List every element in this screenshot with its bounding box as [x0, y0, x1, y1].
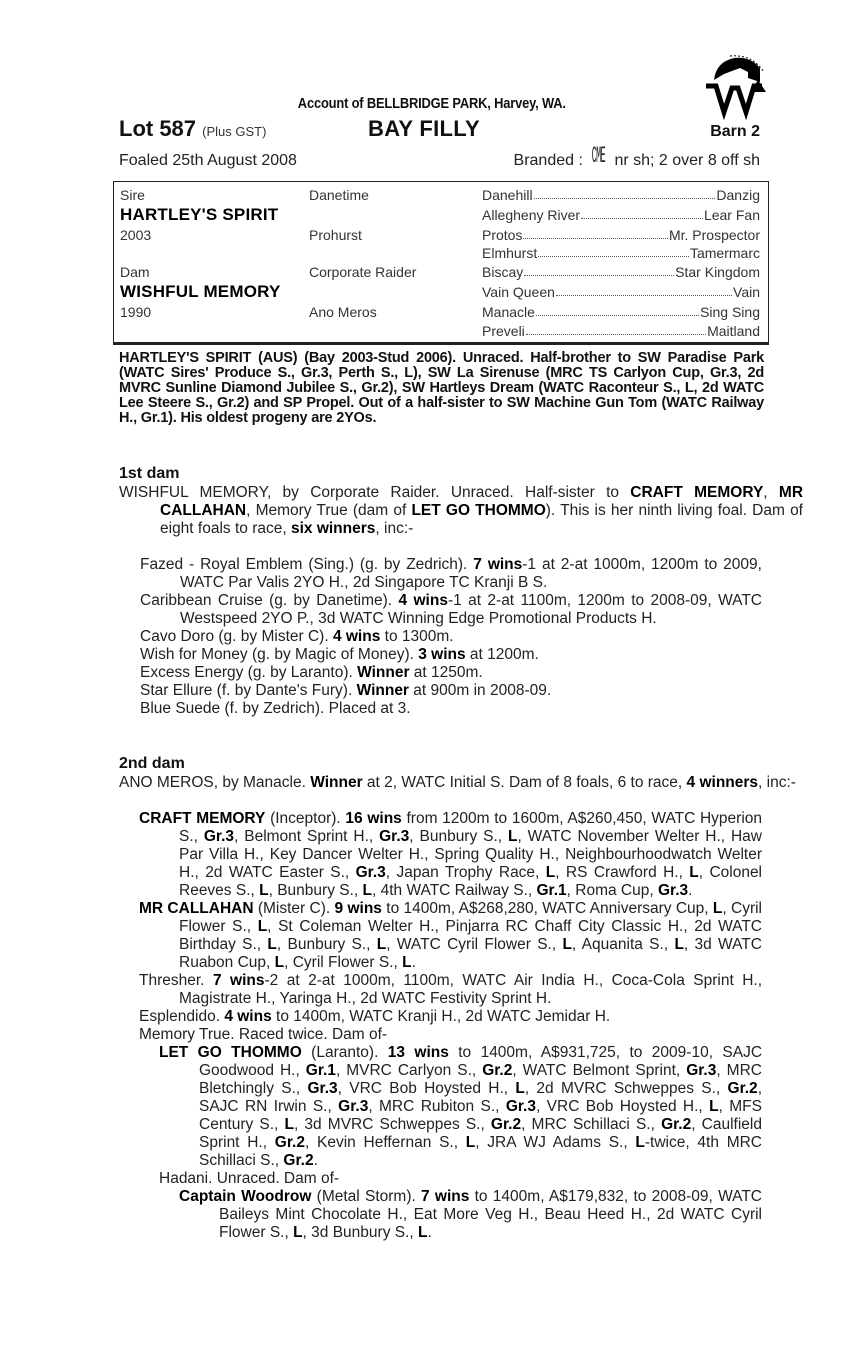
bold-emphasis: 3 wins [418, 646, 466, 663]
bold-emphasis: L [674, 936, 684, 953]
bold-emphasis: L [259, 882, 269, 899]
second-dam-progeny-list [119, 810, 762, 1242]
bold-emphasis: L [257, 918, 268, 935]
bold-emphasis: LET GO THOMMO [159, 1044, 302, 1061]
bold-emphasis: L [712, 900, 723, 917]
first-dam-intro: WISHFUL MEMORY, by Corporate Raider. Unraced. Half-sister to CRAFT MEMORY, MR CALLAHAN, Memory True (dam of LET GO THOMMO). This is her ninth living foal. Dam of eight foals to race, six winners, inc:- [119, 484, 804, 537]
lot-gst-note: (Plus GST) [202, 124, 267, 139]
pedigree-table [113, 181, 769, 345]
sire-dam: Prohurst [309, 227, 362, 243]
bold-emphasis: MR CALLAHAN [160, 484, 804, 519]
bold-emphasis: L [635, 1134, 645, 1151]
grandparent-row: Protos Mr. Prospector [482, 227, 760, 243]
bold-emphasis: Gr.2 [727, 1080, 758, 1097]
sire-label: Sire [120, 187, 145, 203]
bold-emphasis: Gr.2 [482, 1062, 513, 1079]
progeny-entry: Esplendido. 4 wins to 1400m, WATC Kranji H., 2d WATC Jemidar H. [139, 1008, 611, 1025]
bold-emphasis: Gr.1 [305, 1062, 336, 1079]
lot-label: Lot 587 [119, 116, 197, 141]
progeny-entry: Memory True. Raced twice. Dam of- [139, 1026, 388, 1043]
sire-name: HARTLEY'S SPIRIT [120, 205, 279, 224]
bold-emphasis: Gr.2 [274, 1134, 305, 1151]
progeny-entry: Captain Woodrow (Metal Storm). 7 wins to 1400m, A$179,832, to 2008-09, WATC Baileys Mint Chocolate H., Eat More Veg H., Beau Heed H., 2d WATC Cyril Flower S., L, 3d Bunbury S., L. [179, 1188, 762, 1241]
progeny-entry: CRAFT MEMORY (Inceptor). 16 wins from 1200m to 1600m, A$260,450, WATC Hyperion S., Gr.3, Belmont Sprint H., Gr.3, Bunbury S., L, WATC November Welter H., Haw Par Villa H., Key Dancer Welter H., Spring Quality H., Neighbourhoodwatch Welter H., 2d WATC Easter S., Gr.3, Japan Trophy Race, L, RS Crawford H., L, Colonel Reeves S., L, Bunbury S., L, 4th WATC Railway S., Gr.1, Roma Cup, Gr.3. [139, 810, 763, 899]
brand-mark: CME [592, 143, 606, 170]
bold-emphasis: L [465, 1134, 476, 1151]
progeny-entry: Caribbean Cruise (g. by Danetime). 4 wins-1 at 2-at 1100m, 1200m to 2008-09, WATC Westspeed 2YO P., 3d WATC Winning Edge Promotional Products H. [140, 592, 762, 627]
bold-emphasis: 7 wins [421, 1188, 470, 1205]
bold-emphasis: L [545, 864, 556, 881]
bold-emphasis: Gr.3 [203, 828, 235, 845]
bold-emphasis: 9 wins [334, 900, 382, 917]
bold-emphasis: CRAFT MEMORY [139, 810, 266, 827]
progeny-entry: Thresher. 7 wins-2 at 2-at 1000m, 1100m, WATC Air India H., Coca-Cola Sprint H., Magistrate H., Yaringa H., 2d WATC Festivity Sprint H. [139, 972, 763, 1007]
bold-emphasis: 4 wins [398, 592, 448, 609]
grandparent-row: Preveli Maitland [482, 323, 760, 339]
progeny-entry: MR CALLAHAN (Mister C). 9 wins to 1400m, A$268,280, WATC Anniversary Cup, L, Cyril Flower S., L, St Coleman Welter H., Pinjarra RC Chaff City Classic H., 2d WATC Birthday S., L, Bunbury S., L, WATC Cyril Flower S., L, Aquanita S., L, 3d WATC Ruabon Cup, L, Cyril Flower S., L. [139, 900, 762, 971]
progeny-entry: Excess Energy (g. by Laranto). Winner at 1250m. [140, 664, 483, 681]
progeny-entry: LET GO THOMMO (Laranto). 13 wins to 1400m, A$931,725, to 2009-10, SAJC Goodwood H., Gr.1, MVRC Carlyon S., Gr.2, WATC Belmont Sprint, Gr.3, MRC Bletchingly S., Gr.3, VRC Bob Hoysted H., L, 2d MVRC Schweppes S., Gr.2, SAJC RN Irwin S., Gr.3, MRC Rubiton S., Gr.3, VRC Bob Hoysted H., L, MFS Century S., L, 3d MVRC Schweppes S., Gr.2, MRC Schillaci S., Gr.2, Caulfield Sprint H., Gr.2, Kevin Heffernan S., L, JRA WJ Adams S., L-twice, 4th MRC Schillaci S., Gr.2. [159, 1044, 763, 1169]
bold-emphasis: Gr.3 [338, 1098, 369, 1115]
branded-details: nr sh; 2 over 8 off sh [614, 152, 760, 169]
progeny-entry: Fazed - Royal Emblem (Sing.) (g. by Zedrich). 7 wins-1 at 2-at 1000m, 1200m to 2009, WATC Par Valis 2YO H., 2d Singapore TC Kranji B S. [140, 556, 762, 591]
bold-emphasis: Gr.2 [283, 1152, 314, 1169]
bold-emphasis: Gr.2 [490, 1116, 522, 1133]
foaled-date: Foaled 25th August 2008 [119, 152, 297, 169]
grandparent-row: Vain Queen Vain [482, 284, 760, 300]
grandparent-row: Danehill Danzig [482, 187, 760, 203]
progeny-entry: Hadani. Unraced. Dam of- [159, 1170, 340, 1187]
bold-emphasis: Winner [310, 774, 363, 791]
grandparent-row: Elmhurst Tamermarc [482, 245, 760, 261]
bold-emphasis: 4 wins [224, 1008, 272, 1025]
progeny-entry: Wish for Money (g. by Magic of Money). 3 wins at 1200m. [140, 646, 539, 663]
first-dam-heading: 1st dam [119, 465, 180, 482]
grandparent-row: Biscay Star Kingdom [482, 264, 760, 280]
bold-emphasis: Winner [357, 664, 410, 681]
sire-description: HARTLEY'S SPIRIT (AUS) (Bay 2003-Stud 2006). Unraced. Half-brother to SW Paradise Park (WATC Sires' Produce S., Gr.3, Perth S., L), SW La Sirenuse (MRC TS Carlyon Cup, Gr.3, 2d MVRC Sunline Diamond Jubilee S., Gr.2), SW Hartleys Dream (WATC Raconteur S., L, 2d WATC Lee Steere S., Gr.2) and SP Propel. Out of a half-sister to SW Machine Gun Tom (WATC Railway H., Gr.1). His oldest progeny are 2YOs. [119, 350, 764, 426]
bold-emphasis: 16 wins [345, 810, 402, 827]
dam-name: WISHFUL MEMORY [120, 282, 281, 301]
first-dam-progeny-list [140, 556, 762, 718]
bold-emphasis: Gr.2 [661, 1116, 692, 1133]
bold-emphasis: 13 wins [387, 1044, 449, 1061]
bold-emphasis: L [376, 936, 387, 953]
bold-emphasis: Winner [356, 682, 409, 699]
bold-emphasis: Gr.3 [657, 882, 689, 899]
sire-year: 2003 [120, 227, 152, 243]
bold-emphasis: 4 winners [686, 774, 759, 791]
progeny-entry: Blue Suede (f. by Zedrich). Placed at 3. [140, 700, 411, 717]
bold-emphasis: MR CALLAHAN [139, 900, 254, 917]
barn-number: Barn 2 [710, 123, 760, 140]
bold-emphasis: L [274, 954, 285, 971]
bold-emphasis: Captain Woodrow [179, 1188, 312, 1205]
bold-emphasis: L [267, 936, 277, 953]
bold-emphasis: Gr.3 [505, 1098, 536, 1115]
dam-label: Dam [120, 264, 150, 280]
brand-info [513, 143, 760, 170]
bold-emphasis: L [515, 1080, 525, 1097]
bold-emphasis: L [402, 954, 412, 971]
bold-emphasis: L [284, 1116, 294, 1133]
bold-emphasis: Gr.3 [686, 1062, 717, 1079]
bold-emphasis: 4 wins [332, 628, 381, 645]
grandparent-row: Manacle Sing Sing [482, 304, 760, 320]
grandparent-row: Allegheny River Lear Fan [482, 207, 760, 223]
branded-label: Branded : [513, 152, 583, 169]
bold-emphasis: L [689, 864, 699, 881]
sex-colour: BAY FILLY [368, 116, 480, 141]
second-dam-intro: ANO MEROS, by Manacle. Winner at 2, WATC Initial S. Dam of 8 foals, 6 to race, 4 winners, inc:- [119, 774, 796, 791]
dam-sire: Corporate Raider [309, 264, 417, 280]
bold-emphasis: 7 wins [212, 972, 265, 989]
progeny-entry: Cavo Doro (g. by Mister C). 4 wins to 1300m. [140, 628, 454, 645]
bold-emphasis: L [562, 936, 572, 953]
bold-emphasis: CRAFT MEMORY [630, 484, 764, 501]
bold-emphasis: Gr.3 [307, 1080, 338, 1097]
bold-emphasis: 7 wins [473, 556, 523, 573]
lot-number [119, 116, 266, 145]
bold-emphasis: L [418, 1224, 428, 1241]
bold-emphasis: L [709, 1098, 719, 1115]
dam-year: 1990 [120, 304, 152, 320]
dam-dam: Ano Meros [309, 304, 377, 320]
bold-emphasis: six winners [290, 520, 376, 537]
bold-emphasis: L [362, 882, 372, 899]
bold-emphasis: L [293, 1224, 303, 1241]
progeny-entry: Star Ellure (f. by Dante's Fury). Winner at 900m in 2008-09. [140, 682, 552, 699]
sire-sire: Danetime [309, 187, 369, 203]
bold-emphasis: Gr.1 [536, 882, 567, 899]
account-of-vendor: Account of BELLBRIDGE PARK, Harvey, WA. [297, 95, 566, 112]
bold-emphasis: L [507, 828, 518, 845]
second-dam-heading: 2nd dam [119, 755, 185, 772]
bold-emphasis: Gr.3 [355, 864, 386, 881]
bold-emphasis: LET GO THOMMO [411, 502, 546, 519]
bold-emphasis: Gr.3 [379, 828, 410, 845]
